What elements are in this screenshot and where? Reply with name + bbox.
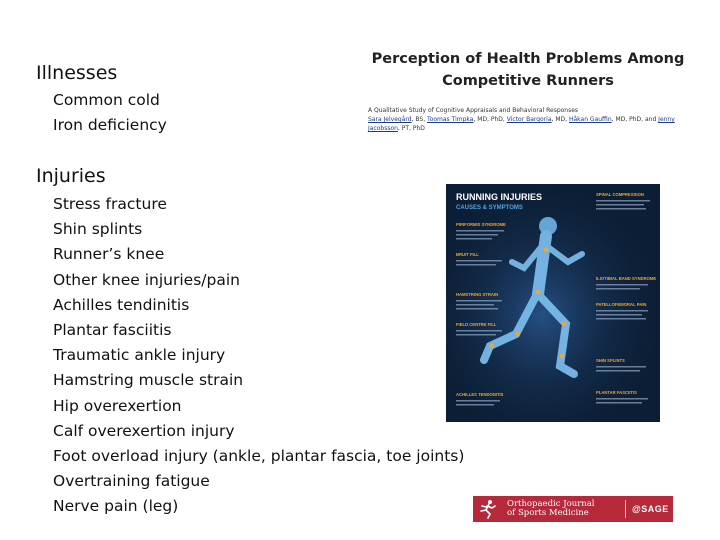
injuries-heading: Injuries: [36, 165, 106, 187]
injuries-list: [53, 192, 464, 520]
author-link[interactable]: Victor Bargoria: [506, 116, 552, 123]
poster-label: PATELLOFEMORAL PAIN: [596, 302, 647, 307]
poster-label: PLANTAR FASCIITIS: [596, 390, 637, 395]
injury-item: Nerve pain (leg): [53, 497, 179, 516]
injury-item: Plantar fasciitis: [53, 321, 172, 340]
poster-label: ACHILLES TENDONITIS: [456, 392, 504, 397]
journal-name: [503, 500, 619, 518]
poster-label: ILIOTIBIAL BAND SYNDROME: [596, 276, 657, 281]
article-authors: Sara Jelvegård, BS, Toomas Timpka, MD, PhD, Victor Bargoria, MD, Håkan Gauffin, MD, PhD, and Jenny Jacobsson, PT, PhD: [368, 116, 675, 132]
author-link[interactable]: Håkan Gauffin: [568, 116, 612, 123]
injury-item: Achilles tendinitis: [53, 295, 190, 314]
illness-item: Common cold: [53, 91, 160, 109]
injury-item: Stress fracture: [53, 195, 167, 213]
journal-banner: [473, 496, 673, 522]
author-credential: MD: [555, 116, 566, 123]
poster-title: RUNNING INJURIES: [456, 192, 543, 202]
poster-label: FIELD CENTRE FILL: [456, 322, 497, 327]
injury-item: Runner’s knee: [53, 245, 165, 264]
author-credential: BS: [415, 116, 424, 123]
poster-label: SPINAL COMPRESSION: [596, 192, 644, 197]
publisher-name: SAGE: [641, 504, 669, 514]
runner-illustration: [446, 184, 660, 422]
article-subtitle: A Qualitative Study of Cognitive Appraisals and Behavioral Responses: [368, 107, 579, 114]
author-link[interactable]: Jenny Jacobsson: [368, 116, 675, 132]
author-link[interactable]: Toomas Timpka: [427, 116, 474, 123]
journal-name-line2: of Sports Medicine: [507, 508, 589, 518]
publisher-logo: [632, 504, 669, 514]
poster-subtitle: CAUSES & SYMPTOMS: [456, 205, 523, 211]
illness-item: Iron deficiency: [53, 116, 167, 135]
poster-label: SHIN SPLINTS: [596, 358, 625, 363]
runner-logo-icon: [473, 496, 503, 522]
journal-name-line1: Orthopaedic Journal: [507, 499, 595, 509]
injury-item: Hamstring muscle strain: [53, 371, 244, 390]
author-credential: MD, PhD: [477, 116, 503, 123]
poster-label: BRUIT FILL: [456, 252, 479, 257]
running-injuries-poster: [446, 184, 660, 422]
injury-item: Shin splints: [53, 220, 143, 239]
article-title: Perception of Health Problems Among Competitive Runners: [371, 51, 685, 89]
journal-divider: [625, 500, 626, 518]
injury-item: Hip overexertion: [53, 396, 182, 415]
author-link[interactable]: Sara Jelvegård: [368, 116, 412, 123]
poster-label: HAMSTRING STRAIN: [456, 292, 499, 297]
at-symbol: @: [632, 504, 642, 514]
author-credential: PT, PhD: [401, 125, 425, 132]
injury-item: Calf overexertion injury: [53, 421, 235, 440]
injury-item: Overtraining fatigue: [53, 472, 210, 491]
illnesses-list: [53, 88, 167, 138]
article-header: [368, 48, 688, 133]
injury-item: Other knee injuries/pain: [53, 270, 240, 289]
injury-item: Traumatic ankle injury: [53, 346, 226, 365]
poster-label: PIRIFORMIS SYNDROME: [456, 222, 506, 227]
illnesses-heading: Illnesses: [36, 62, 118, 84]
injury-item: Foot overload injury (ankle, plantar fascia, toe joints): [53, 447, 465, 466]
author-credential: MD, PhD: [615, 116, 642, 123]
